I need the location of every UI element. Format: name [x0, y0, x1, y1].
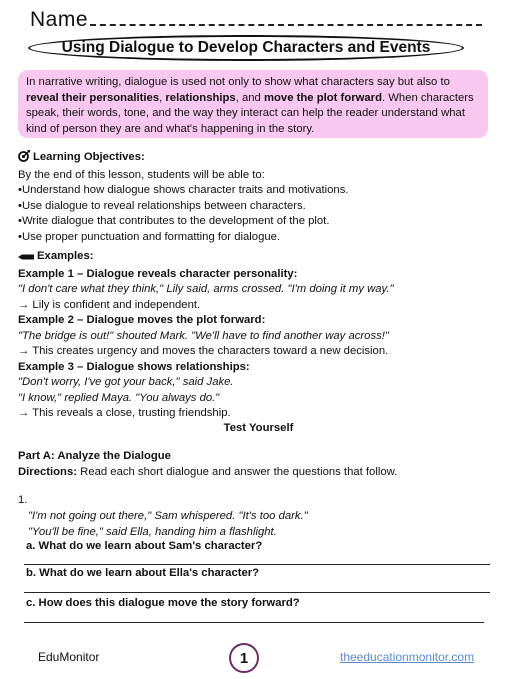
dialogue-line: "You'll be fine," said Ella, handing him a flashlight.: [28, 525, 277, 538]
answer-line-c[interactable]: [24, 622, 484, 623]
question-b: b. What do we learn about Ella's character?: [26, 567, 260, 579]
part-title: Part A: Analyze the Dialogue: [18, 450, 171, 462]
example-title: Example 2 – Dialogue moves the plot forward:: [18, 314, 266, 326]
footer-link[interactable]: theeducationmonitor.com: [340, 650, 475, 664]
example-note: → This reveals a close, trusting friendship.: [18, 407, 231, 419]
answer-line-a[interactable]: [24, 564, 490, 565]
objective-item: •Use proper punctuation and formatting for dialogue.: [18, 230, 281, 243]
examples-section: [18, 249, 498, 422]
question-c: c. How does this dialogue move the story forward?: [26, 597, 300, 609]
objective-item: •Write dialogue that contributes to the development of the plot.: [18, 215, 330, 227]
part-a-section: [18, 449, 498, 480]
question-a: a. What do we learn about Sam's character?: [26, 540, 263, 552]
objectives-heading: Learning Objectives:: [18, 150, 498, 168]
page-number: 1: [229, 643, 259, 673]
directions: Directions: Read each short dialogue and answer the questions that follow.: [18, 465, 398, 478]
objectives-section: [18, 150, 498, 245]
name-label: Name: [30, 8, 89, 31]
example-title: Example 1 – Dialogue reveals character personality:: [18, 267, 298, 280]
example-quote: "The bridge is out!" shouted Mark. "We'll have to find another way across!": [18, 329, 389, 342]
example-note: → Lily is confident and independent.: [18, 298, 201, 311]
example-note: → This creates urgency and moves the characters toward a new decision.: [18, 345, 389, 357]
example-quote: "I know," replied Maya. "You always do.": [18, 391, 220, 404]
example-quote: "I don't care what they think," Lily said, arms crossed. "I'm doing it my way.": [18, 283, 394, 295]
page-title: Using Dialogue to Develop Characters and Events: [28, 35, 464, 61]
answer-line-b[interactable]: [24, 592, 490, 593]
objective-item: •Use dialogue to reveal relationships between characters.: [18, 199, 306, 212]
name-field: [30, 8, 482, 32]
name-line: [90, 10, 482, 26]
examples-heading: Examples:: [18, 249, 498, 267]
test-heading: Test Yourself: [223, 422, 294, 434]
example-quote: "Don't worry, I've got your back," said Jake.: [18, 376, 234, 388]
objective-item: •Understand how dialogue shows character traits and motivations.: [18, 184, 349, 196]
objectives-lead: By the end of this lesson, students will be able to:: [18, 168, 265, 181]
example-title: Example 3 – Dialogue shows relationships:: [18, 360, 250, 373]
footer-brand: EduMonitor: [38, 650, 100, 664]
intro-box: [18, 70, 488, 138]
question-item-number: 1.: [18, 494, 28, 506]
question-dialogue: [28, 509, 508, 540]
dialogue-line: "I'm not going out there," Sam whispered. "It's too dark.": [28, 510, 308, 522]
pencil-icon: [18, 251, 34, 267]
target-icon: [18, 150, 30, 168]
intro-text: In narrative writing, dialogue is used not only to show what characters say but also to reveal their personalities, relationships, and move the plot forward. When characters speak, their words, tone, and the way they interact can help the reader understand what kind of person they are and what's happening in the story.: [26, 76, 474, 135]
